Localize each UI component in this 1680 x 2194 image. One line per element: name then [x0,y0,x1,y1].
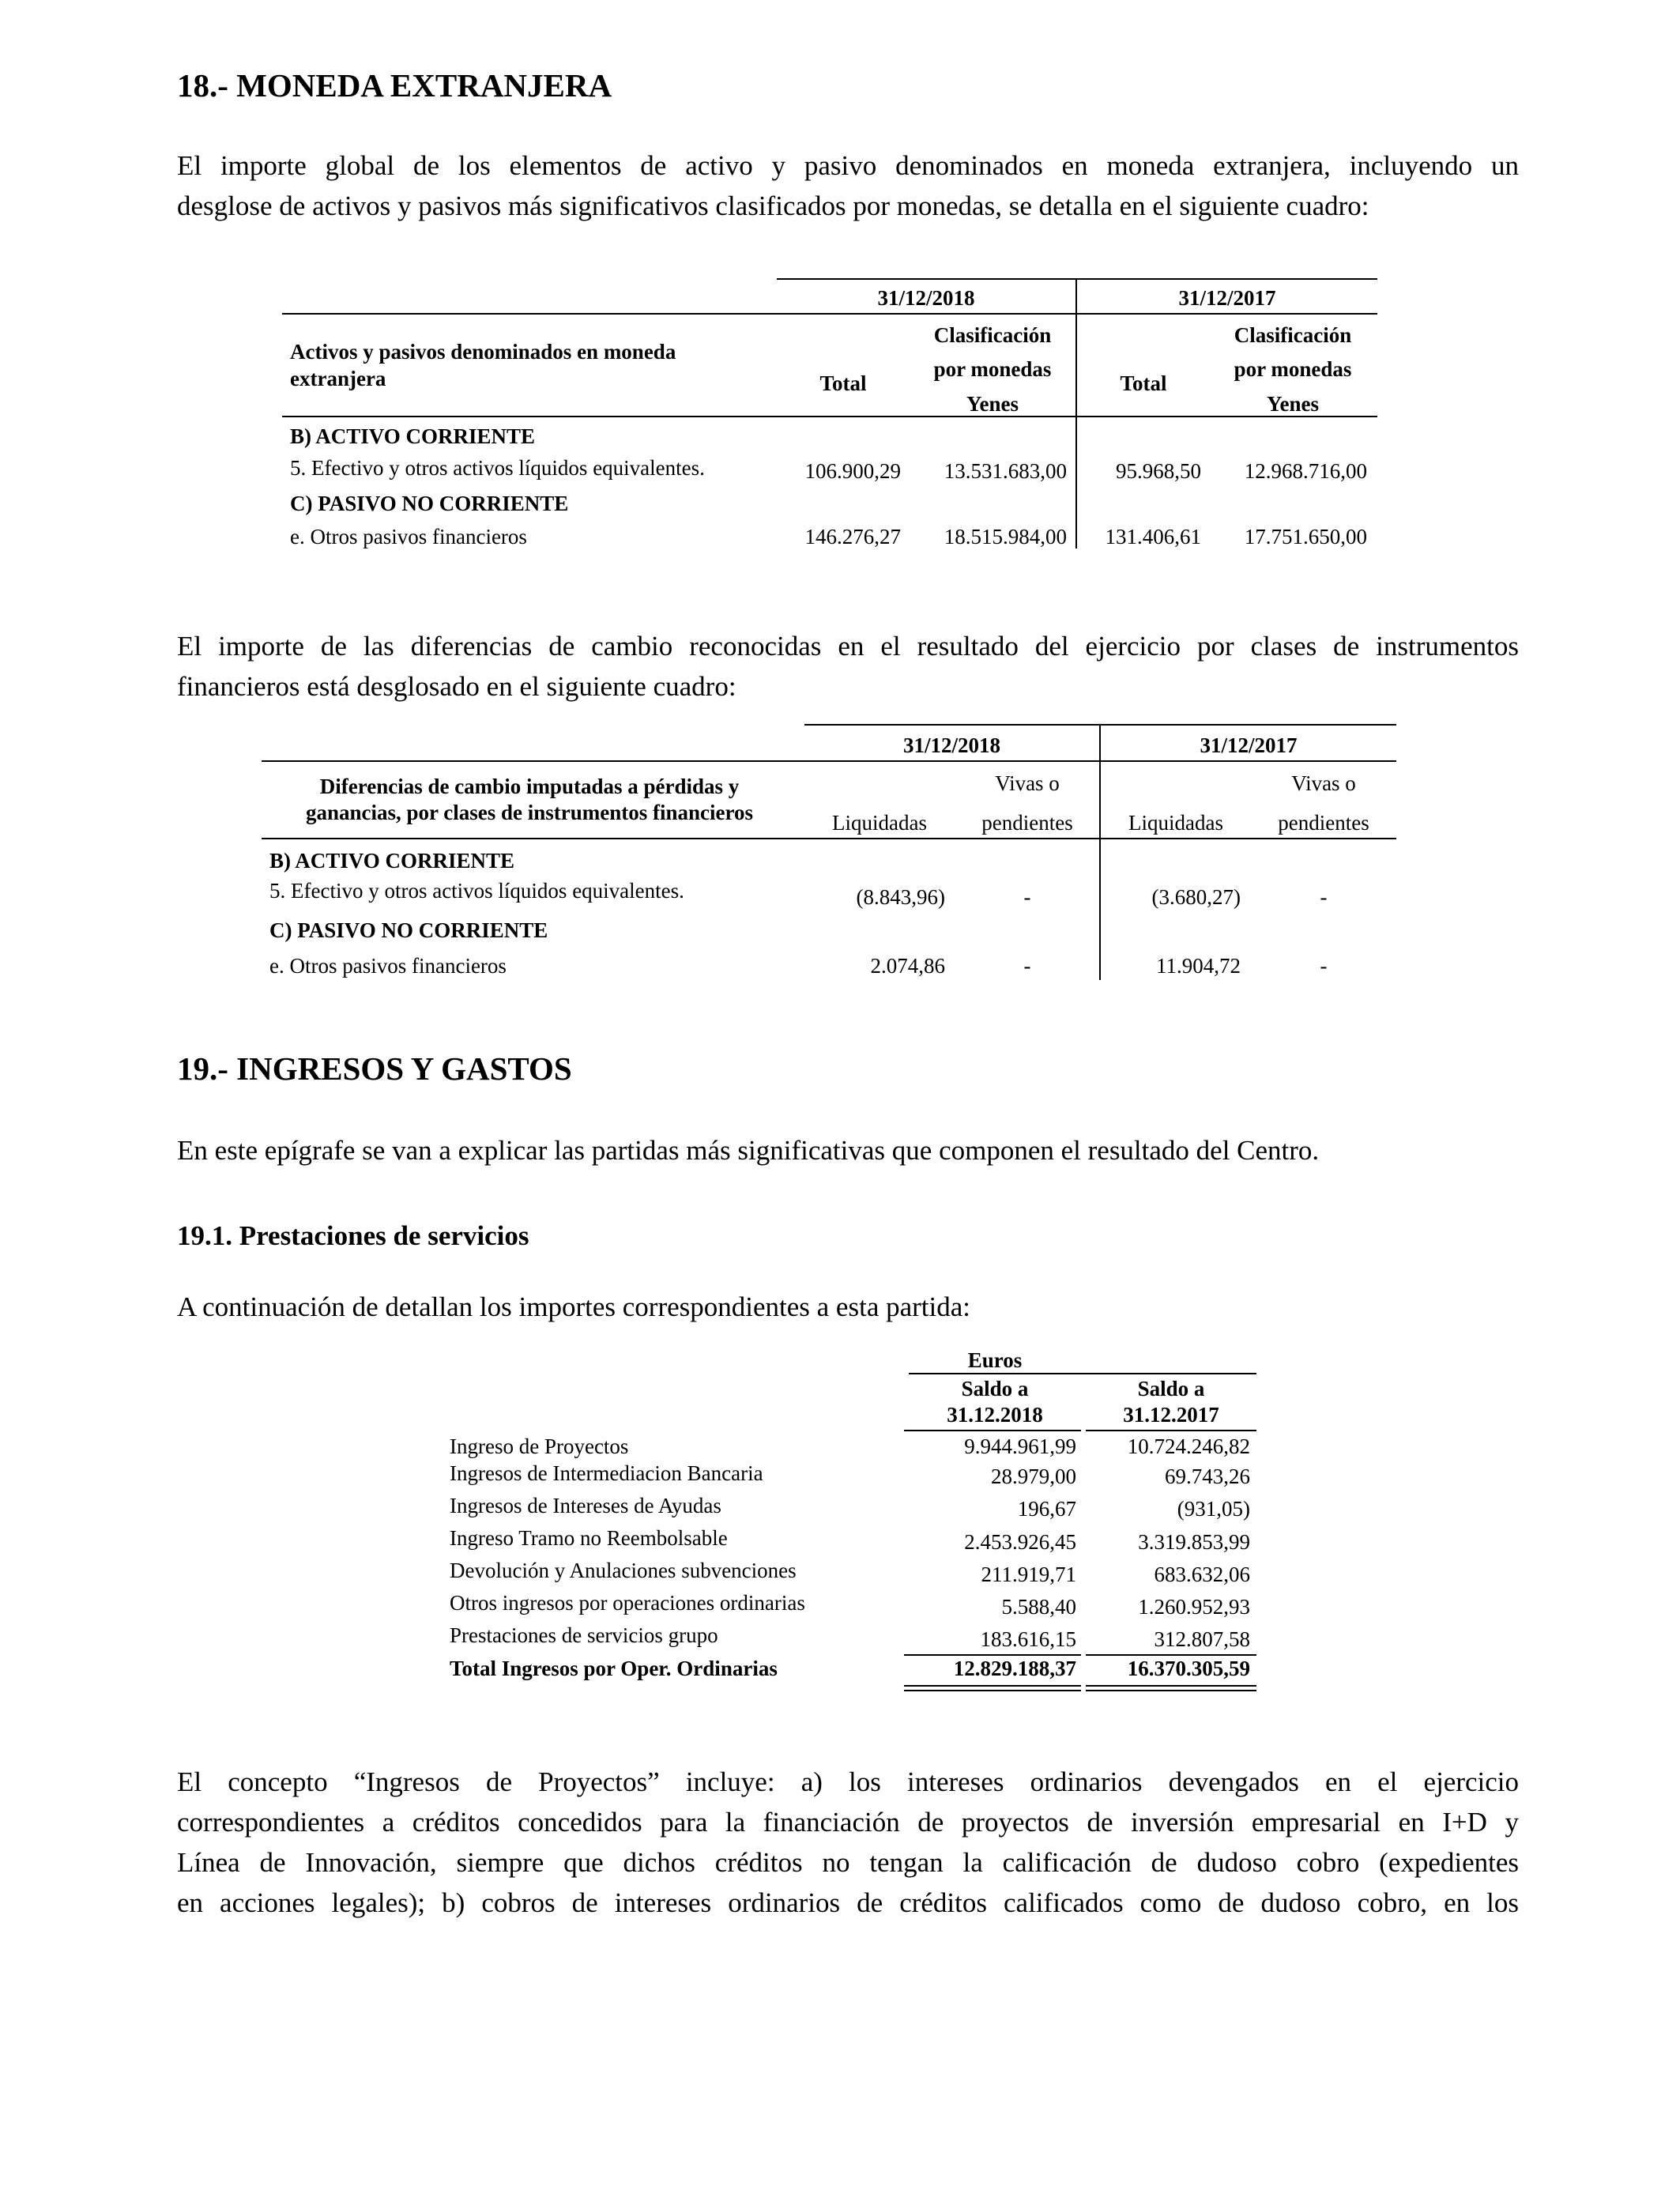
table-row-label: Ingreso Tramo no Reembolsable [450,1526,728,1550]
table-cell: 1.260.952,93 [1138,1595,1250,1619]
col-header-clasificacion: Clasificación [933,323,1052,347]
table-total-label: Total Ingresos por Oper. Ordinarias [450,1657,778,1680]
cell-value: 106.900,29 [804,459,901,483]
table-column-divider [1099,724,1101,980]
group-label: C) PASIVO NO CORRIENTE [290,492,569,515]
col-header-clasificacion: Clasificación [1234,323,1352,347]
col-header-date: 31.12.2017 [1123,1403,1219,1427]
table-row-label: Ingreso de Proyectos [450,1434,629,1458]
closing-paragraph [177,1762,1519,1923]
closing-line: en acciones legales); b) cobros de intereses ordinarios de créditos calificados como de dudoso cobro, en los [177,1887,1519,1918]
col-header-date: 31.12.2018 [947,1403,1043,1427]
col-header-total: Total [819,371,867,395]
col-header-por-monedas: por monedas [933,357,1052,381]
table-cell: 9.944.961,99 [964,1434,1076,1458]
table-rule [904,1654,1081,1656]
table-rule [904,1430,1081,1431]
table-cell: 3.319.853,99 [1138,1530,1250,1554]
cell-value: 131.406,61 [1105,525,1201,548]
section-18-intro [177,145,1519,226]
row-label: 5. Efectivo y otros activos líquidos equivalentes. [290,456,705,480]
table-row-label: Ingresos de Intermediacion Bancaria [450,1461,763,1485]
table-rule [904,1690,1081,1691]
period-header-2017: 31/12/2017 [1178,286,1276,310]
table-cell: 10.724.246,82 [1127,1434,1250,1458]
row-header: extranjera [290,367,386,390]
subsection-intro: A continuación de detallan los importes correspondientes a esta partida: [177,1291,970,1322]
cell-value: 17.751.650,00 [1244,525,1367,548]
cell-value: 146.276,27 [804,525,901,548]
col-header-liquidadas: Liquidadas [832,811,927,835]
table-cell: (931,05) [1177,1497,1250,1521]
table-cell: 211.919,71 [981,1563,1076,1586]
cell-value: 13.531.683,00 [944,459,1067,483]
table-rule [262,838,1396,839]
table-rule [282,313,1377,315]
table-cell: 69.743,26 [1165,1465,1250,1488]
group-label: C) PASIVO NO CORRIENTE [269,918,548,942]
group-label: B) ACTIVO CORRIENTE [290,424,536,448]
row-label: 5. Efectivo y otros activos líquidos equivalentes. [269,879,684,903]
row-label: e. Otros pasivos financieros [269,954,507,978]
row-header: Diferencias de cambio imputadas a pérdidas y [319,775,740,798]
closing-line: correspondientes a créditos concedidos para la financiación de proyectos de inversión empresarial en I+D y [177,1807,1519,1838]
cell-value: (3.680,27) [1151,885,1241,909]
table-cell: 183.616,15 [980,1627,1076,1651]
currency-header: Euros [967,1348,1023,1372]
cell-value: - [1320,885,1328,909]
table-rule [1086,1685,1256,1687]
subsection-title: 19.1. Prestaciones de servicios [177,1220,529,1251]
table-total-cell: 12.829.188,37 [953,1657,1076,1680]
cell-value: 95.968,50 [1116,459,1201,483]
cell-value: - [1023,954,1031,978]
intro-line: El importe global de los elementos de activo y pasivo denominados en moneda extranjera, incluyendo un [177,150,1519,181]
col-header-yenes: Yenes [966,392,1019,416]
section-18-title: 18.- MONEDA EXTRANJERA [177,67,612,104]
col-header-liquidadas: Liquidadas [1128,811,1223,835]
section-19-intro: En este epígrafe se van a explicar las partidas más significativas que componen el resultado del Centro. [177,1135,1320,1166]
section-19-title: 19.- INGRESOS Y GASTOS [177,1050,572,1087]
col-header-pendientes: pendientes [1278,811,1369,835]
col-header-saldo: Saldo a [961,1377,1029,1400]
table-rule [904,1685,1081,1687]
table-rule [909,1373,1256,1374]
group-label: B) ACTIVO CORRIENTE [269,849,515,873]
intro-line: desglose de activos y pasivos más significativos clasificados por monedas, se detalla en el siguiente cuadro: [177,190,1369,221]
cell-value: - [1023,885,1031,909]
cell-value: - [1320,954,1328,978]
period-header-2018: 31/12/2018 [877,286,975,310]
table-row-label: Ingresos de Intereses de Ayudas [450,1494,721,1517]
middle-line: El importe de las diferencias de cambio reconocidas en el resultado del ejercicio por clases de instrumentos [177,631,1519,662]
col-header-yenes: Yenes [1267,392,1319,416]
closing-line: Línea de Innovación, siempre que dichos créditos no tengan la calificación de dudoso cobro (expedientes [177,1847,1519,1878]
table-cell: 683.632,06 [1154,1563,1250,1586]
table-total-cell: 16.370.305,59 [1127,1657,1250,1680]
section-18-middle-text [177,626,1519,707]
row-label: e. Otros pasivos financieros [290,525,527,548]
table-row-label: Devolución y Anulaciones subvenciones [450,1559,797,1582]
table-rule [1086,1430,1256,1431]
cell-value: 12.968.716,00 [1244,459,1367,483]
table-cell: 5.588,40 [1001,1595,1076,1619]
period-header-2017: 31/12/2017 [1200,733,1298,757]
table-row-label: Otros ingresos por operaciones ordinarias [450,1591,805,1615]
col-header-total: Total [1120,371,1167,395]
col-header-por-monedas: por monedas [1234,357,1352,381]
table-cell: 28.979,00 [991,1465,1076,1488]
row-header: Activos y pasivos denominados en moneda [290,340,676,364]
closing-line: El concepto “Ingresos de Proyectos” incluye: a) los intereses ordinarios devengados en el ejercicio [177,1766,1519,1797]
table-cell: 196,67 [1017,1497,1076,1521]
middle-line: financieros está desglosado en el siguiente cuadro: [177,671,736,702]
cell-value: 18.515.984,00 [944,525,1067,548]
table-rule [1086,1690,1256,1691]
row-header: ganancias, por clases de instrumentos financieros [305,801,754,824]
table-cell: 312.807,58 [1154,1627,1250,1651]
col-header-pendientes: pendientes [981,811,1073,835]
cell-value: 2.074,86 [870,954,945,978]
period-header-2018: 31/12/2018 [902,733,1000,757]
table-rule [1086,1654,1256,1656]
table-row-label: Prestaciones de servicios grupo [450,1623,718,1647]
cell-value: (8.843,96) [856,885,945,909]
col-header-vivas: Vivas o [995,771,1060,795]
cell-value: 11.904,72 [1156,954,1241,978]
col-header-vivas: Vivas o [1291,771,1356,795]
table-rule [262,760,1396,762]
col-header-saldo: Saldo a [1137,1377,1205,1400]
table-cell: 2.453.926,45 [964,1530,1076,1554]
table-rule [777,278,1377,280]
